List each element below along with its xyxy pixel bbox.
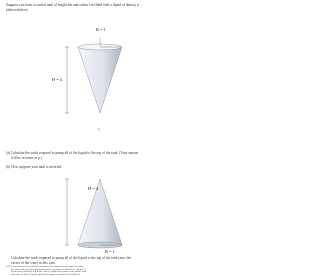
cone-body (78, 47, 122, 113)
height-label: H = 4 (52, 77, 63, 82)
inverted-radius-label: R = 1 (105, 249, 115, 254)
cone-figure-inverted (0, 170, 200, 270)
part-a-line-2: will be in terms of ρ.) (11, 155, 43, 160)
part-c-line-4: is the same. If it does, briefly explain why it makes sense that work is different. (11, 273, 81, 276)
part-c-text (6, 266, 196, 276)
intro-line-1: Suppose you have a conical tank of height 4m and radius 1m filled with a liquid of density ρ (6, 3, 139, 7)
page-number: 1 (98, 128, 100, 132)
cone-figure-upright (0, 0, 200, 140)
part-b-cont-line-1: Calculate the work required to pump all of the liquid to the top of the tank (now the (11, 256, 132, 260)
inverted-height-label: H = 4 (88, 186, 99, 191)
intro-line-2: (shown below). (6, 7, 29, 12)
part-c-line-2: the water to the top of the tank depends on the orientation of this tank (i.e. whether or (11, 268, 86, 271)
inverted-cone-body (78, 179, 122, 245)
part-c-line-1: (c) Use your answers to (a) and (b) to determine if the amount of work required to pump (6, 266, 84, 268)
part-b-cont-line-2: vertex of the cone) in this case. (11, 260, 56, 265)
part-c-line-3: not the tank is inverted). If it doesn't, briefly explain why it makes sense that the work (11, 271, 87, 273)
part-a-text (6, 151, 196, 160)
part-b-cont-text (6, 256, 196, 265)
radius-label: R = 1 (96, 27, 106, 32)
part-b-line-1: (b) Now suppose your tank is inverted. (6, 165, 62, 169)
part-a-line-1: (a) Calculate the work required to pump all of the liquid to the top of the tank. (Your answer (6, 151, 139, 155)
part-b-text (6, 165, 196, 170)
